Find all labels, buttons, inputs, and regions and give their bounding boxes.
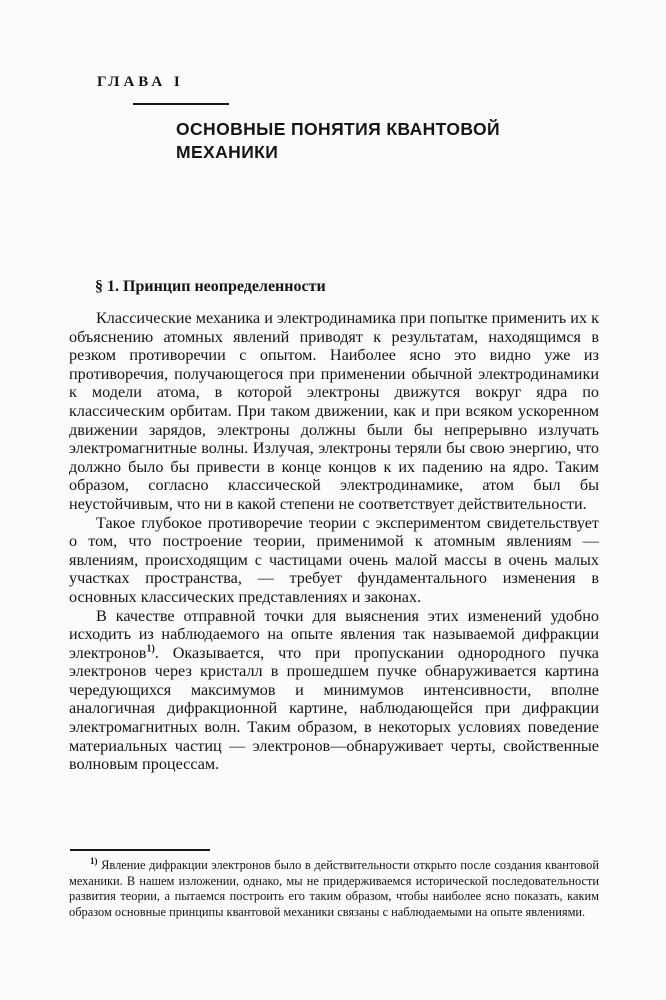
footnote xyxy=(69,855,599,920)
footnote-divider xyxy=(70,849,210,851)
chapter-title: ОСНОВНЫЕ ПОНЯТИЯ КВАНТОВОЙ МЕХАНИКИ xyxy=(176,119,500,162)
paragraph-3-text-before: В качестве отправной точки для выяснения этих изменений удобно исходить из наблюдаемого на опыте явления так называемой дифракции электронов xyxy=(69,606,599,662)
section-heading: § 1. Принцип неопределенности xyxy=(95,278,326,295)
footnote-reference[interactable]: 1) xyxy=(146,643,155,655)
footnote-marker: 1) xyxy=(90,855,98,866)
paragraph-3 xyxy=(69,607,599,774)
paragraph-2: Такое глубокое противоречие теории с экспериментом свидетельствует о том, что построение теории, применимой к атомным явлениям — явлениям, происходящим с частицами очень малой массы в очень малых участках пространства, — требует фундаментального изменения в основных классических представлениях и законах. xyxy=(69,513,599,606)
footnote-text: Явление дифракции электронов было в действительности открыто после создания квантовой механики. В нашем изложении, однако, мы не придерживаемся исторической последовательности развития теории, а пытаемся построить его таким образом, чтобы наиболее ясно показать, каким образом основные принципы квантовой механики связаны с наблюдаемыми на опыте явлениями. xyxy=(69,858,599,919)
chapter-divider xyxy=(133,103,229,105)
chapter-label: ГЛАВА I xyxy=(97,74,184,90)
paragraph-1: Классические механика и электродинамика при попытке применить их к объяснению атомных явлений приводят к результатам, находящимся в резком противоречии с опытом. Наиболее ясно это видно уже из противоречия, получающегося при применении обычной электродинамики к модели атома, в которой электроны движутся вокруг ядра по классическим орбитам. При таком движении, как и при всяком ускоренном движении зарядов, электроны должны были бы непрерывно излучать электромагнитные волны. Излучая, электроны теряли бы свою энергию, что должно было бы привести в конце концов к их падению на ядро. Таким образом, согласно классической электродинамике, атом был бы неустойчивым, что ни в какой степени не соответствует действительности. xyxy=(69,309,599,513)
body-text xyxy=(69,309,599,774)
paragraph-3-text-after: . Оказывается, что при пропускании однородного пучка электронов через кристалл в прошедшем пучке обнаруживается картина чередующихся максимумов и минимумов интенсивности, вполне аналогичная дифракционной картине, наблюдающейся при дифракции электромагнитных волн. Таким образом, в некоторых условиях поведение материальных частиц — электронов—обнаруживает черты, свойственные волновым процессам. xyxy=(69,643,599,774)
